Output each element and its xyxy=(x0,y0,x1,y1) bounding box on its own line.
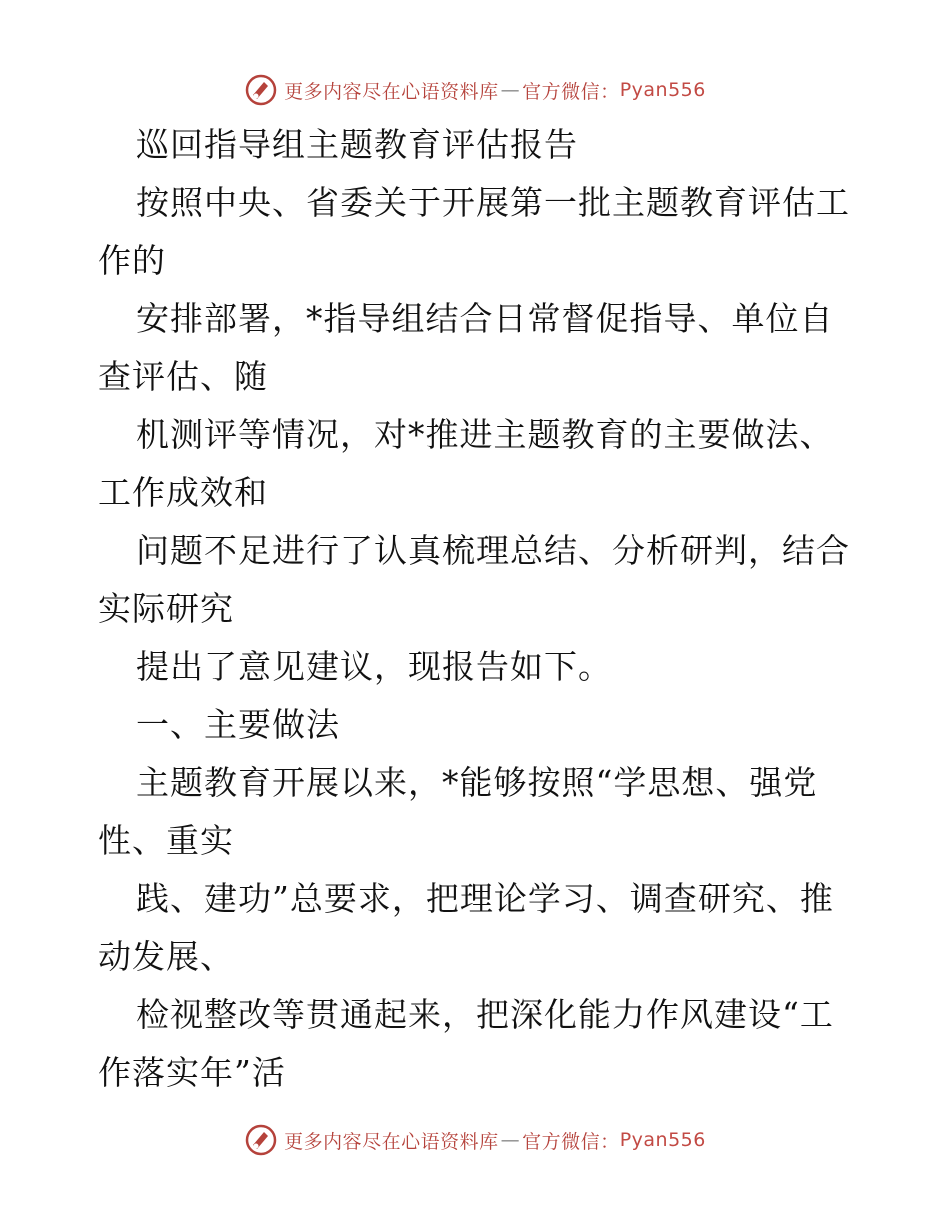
paragraph-line: 问题不足进行了认真梳理总结、分析研判，结合 实际研究 xyxy=(98,531,850,628)
watermark-wechat-label: 官方微信： xyxy=(522,80,620,103)
paragraph-line: 主题教育开展以来，*能够按照“学思想、强党 性、重实 xyxy=(98,763,818,860)
paragraph-line: 机测评等情况，对*推进主题教育的主要做法、 工作成效和 xyxy=(98,415,834,512)
watermark-separator: — xyxy=(500,1129,521,1151)
watermark-separator: — xyxy=(500,79,521,101)
watermark-text: 更多内容尽在心语资料库 xyxy=(284,1130,499,1153)
paragraph-line: 检视整改等贯通起来，把深化能力作风建设“工 作落实年”活 xyxy=(98,995,834,1092)
paragraph-line: 安排部署，*指导组结合日常督促指导、单位自 查评估、随 xyxy=(98,299,834,396)
footer-watermark xyxy=(0,1120,950,1160)
brand-logo-icon xyxy=(244,73,278,107)
paragraph-line: 提出了意见建议，现报告如下。 xyxy=(136,647,612,686)
paragraph-line: 按照中央、省委关于开展第一批主题教育评估工 作的 xyxy=(98,183,850,280)
watermark-wechat-id: Pyan556 xyxy=(619,1129,706,1151)
paragraph-line: 践、建功”总要求，把理论学习、调查研究、推 动发展、 xyxy=(98,879,834,976)
section-heading: 一、主要做法 xyxy=(136,705,340,744)
watermark-wechat-id: Pyan556 xyxy=(619,79,706,101)
document-title: 巡回指导组主题教育评估报告 xyxy=(136,125,578,164)
header-watermark xyxy=(0,70,950,110)
document-body xyxy=(98,116,858,1102)
watermark-text: 更多内容尽在心语资料库 xyxy=(284,80,499,103)
watermark-wechat-label: 官方微信： xyxy=(522,1130,620,1153)
brand-logo-icon xyxy=(244,1123,278,1157)
